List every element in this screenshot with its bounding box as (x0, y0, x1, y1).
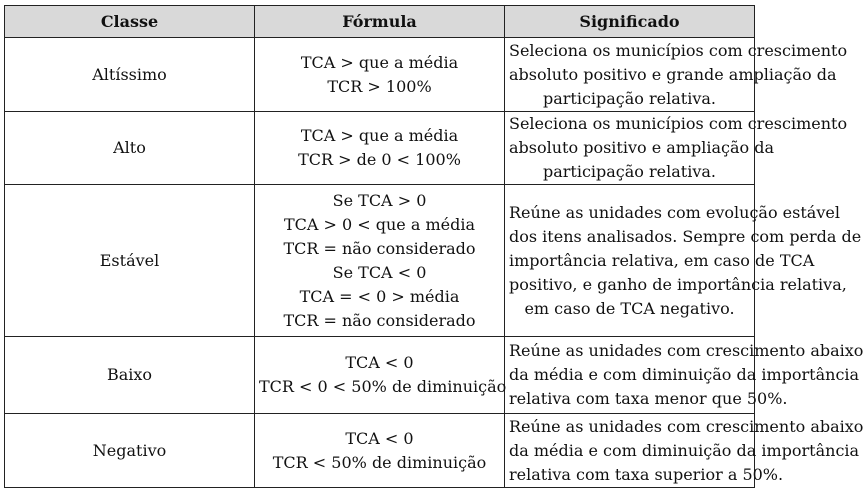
table-row (5, 414, 755, 488)
classe-cell: Estável (5, 185, 255, 337)
classe-cell: Altíssimo (5, 38, 255, 112)
header-classe: Classe (5, 6, 255, 38)
formula-cell (255, 414, 505, 488)
classe-cell: Negativo (5, 414, 255, 488)
significado-line: absoluto positivo e ampliação da (509, 138, 774, 157)
significado-line: dos itens analisados. Sempre com perda de (509, 226, 862, 246)
significado-line: relativa com taxa menor que 50%. (509, 389, 788, 408)
formula-line: TCR = não considerado (283, 238, 476, 258)
table-row (5, 337, 755, 414)
significado-line: Reúne as unidades com evolução estável (509, 202, 840, 222)
formula-line: TCA < 0 (345, 428, 414, 448)
formula-cell (255, 38, 505, 112)
significado-line: da média e com diminuição da importância (509, 440, 860, 460)
table-row (5, 185, 755, 337)
formula-line: TCA > 0 < que a média (283, 214, 476, 234)
formula-cell (255, 337, 505, 414)
formula-line: TCA = < 0 > média (299, 286, 460, 306)
header-row (5, 6, 755, 38)
formula-line: TCR > de 0 < 100% (298, 150, 461, 169)
formula-cell (255, 112, 505, 185)
significado-cell (505, 112, 848, 185)
significado-line: da média e com diminuição da importância (509, 365, 860, 384)
significado-line: participação relativa. (542, 88, 717, 108)
classe-cell: Baixo (5, 337, 255, 414)
classification-table (4, 5, 863, 488)
table-row (5, 112, 755, 185)
significado-line: absoluto positivo e grande ampliação da (509, 64, 837, 84)
significado-cell (505, 337, 863, 414)
formula-line: TCA > que a média (300, 52, 459, 72)
significado-line: participação relativa. (542, 162, 717, 181)
significado-cell (505, 414, 863, 488)
significado-cell (505, 38, 848, 112)
formula-line: TCR > 100% (327, 76, 432, 96)
significado-line: relativa com taxa superior a 50%. (509, 464, 784, 484)
header-significado: Significado (505, 6, 755, 38)
significado-line: Seleciona os municípios com crescimento (509, 114, 848, 133)
formula-line: Se TCA < 0 (332, 262, 427, 282)
formula-cell (255, 185, 505, 337)
significado-line: Reúne as unidades com crescimento abaixo (509, 416, 863, 436)
formula-line: TCR < 50% de diminuição (272, 452, 487, 472)
significado-cell (505, 185, 862, 337)
significado-line: Seleciona os municípios com crescimento (509, 40, 848, 60)
formula-line: TCA > que a média (300, 126, 459, 145)
formula-line: Se TCA > 0 (332, 190, 427, 210)
significado-line: importância relativa, em caso de TCA (509, 250, 815, 270)
formula-line: TCR < 0 < 50% de diminuição (259, 377, 507, 396)
formula-line: TCR = não considerado (283, 310, 476, 330)
significado-line: positivo, e ganho de importância relativa, (509, 274, 847, 294)
significado-line: Reúne as unidades com crescimento abaixo (509, 341, 863, 360)
header-formula: Fórmula (255, 6, 505, 38)
classe-cell: Alto (5, 112, 255, 185)
formula-line: TCA < 0 (345, 353, 414, 372)
significado-line: em caso de TCA negativo. (524, 298, 735, 318)
table-row (5, 38, 755, 112)
